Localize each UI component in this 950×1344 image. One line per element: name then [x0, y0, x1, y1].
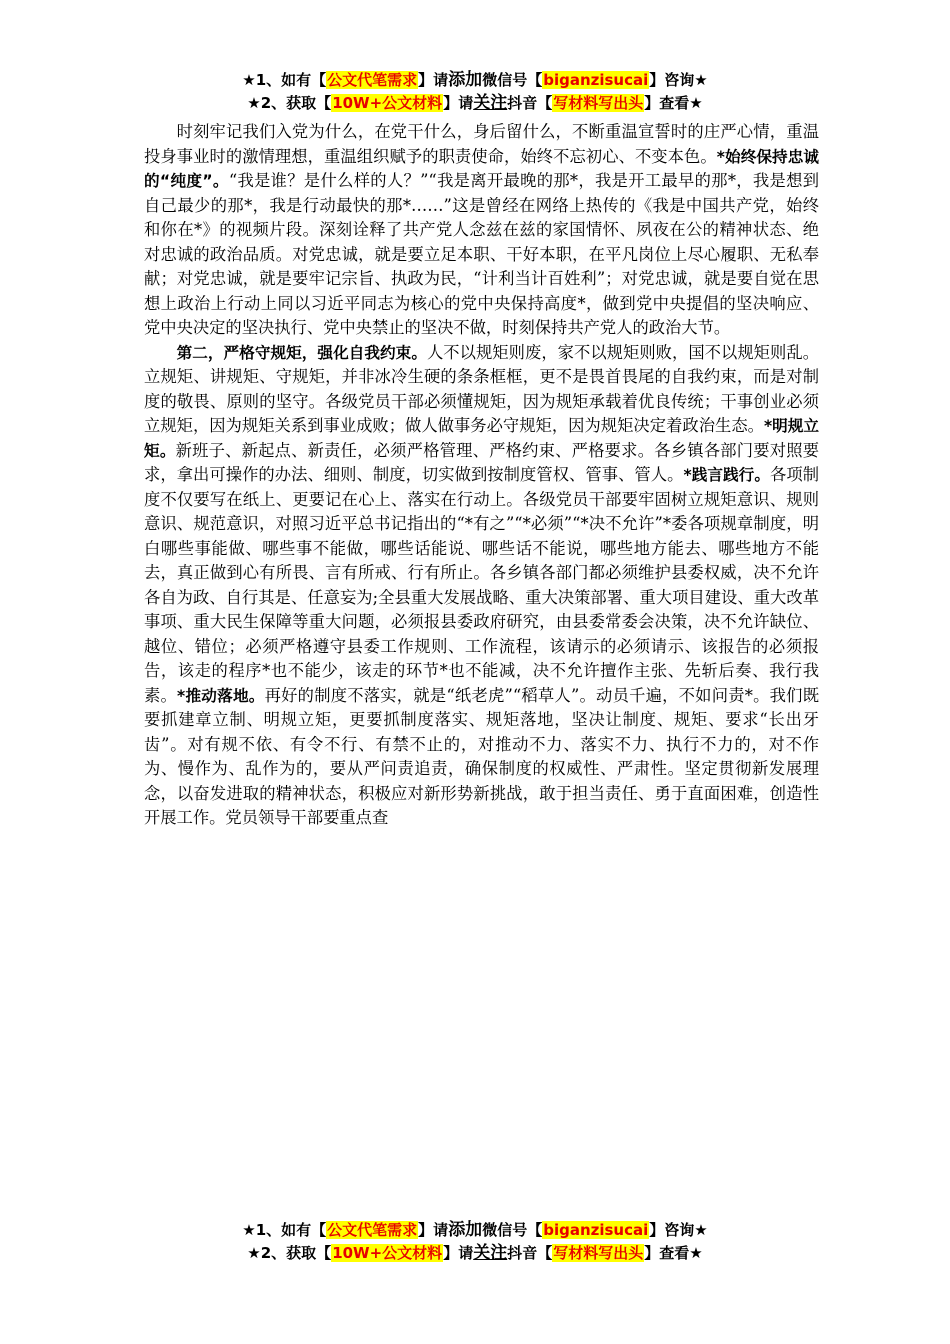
- banner-text: ★2、获取【: [247, 1244, 332, 1262]
- banner-text: 抖音【: [507, 1244, 553, 1262]
- paragraph-text: 时刻牢记我们入党为什么，在党干什么，身后留什么，不断重温宣誓时的庄严心情，重温投身事业时的激情理想，重温组织赋予的职责使命，始终不忘初心、不变本色。: [144, 122, 819, 166]
- banner-text: 】咨询★: [649, 1221, 708, 1239]
- banner-text: ★2、获取【: [247, 94, 332, 112]
- banner-emphasis: 关注: [473, 93, 508, 113]
- banner-text: 微信号【: [482, 71, 543, 89]
- banner-text: 】请: [443, 1244, 474, 1262]
- paragraph-text: 人不以规矩则废，家不以规矩则败，国不以规矩则乱。立规矩、讲规矩、守规矩，并非冰冷生硬的条条框框，更不是畏首畏尾的自我约束，而是对制度的敬畏、原则的坚守。各级党员干部必须懂规矩，因为规矩承载着优良传统；干事创业必须立规矩，因为规矩关系到事业成败；做人做事务必守规矩，因为规矩决定着政治生态。: [144, 342, 819, 435]
- highlight-wechat-id: biganzisucai: [543, 71, 649, 89]
- banner-line-1: [0, 69, 950, 92]
- highlight-materials: 10W+公文材料: [332, 1244, 443, 1262]
- paragraph-text: 各项制度不仅要写在纸上、更要记在心上、落实在行动上。各级党员干部要牢固树立规矩意识、规则意识、规范意识，对照习近平总书记指出的“*有之”“*必须”“*决不允许”*委各项规章制度，明白哪些事能做、哪些事不能做，哪些话能说、哪些话不能说，哪些地方能去、哪些地方不能去，真正做到心有所畏、言有所戒、行有所止。各乡镇各部门都必须维护县委权威，决不允许各自为政、自行其是、任意妄为;全县重大发展战略、重大决策部署、重大项目建设、重大改革事项、重大民生保障等重大问题，必须报县委政府研究，由县委常委会决策，决不允许缺位、越位、错位；必须严格遵守县委工作规则、工作流程，该请示的必须请示、该报告的必须报告，该走的程序*也不能少，该走的环节*也不能减，决不允许擅作主张、先斩后奏、我行我素。: [144, 465, 819, 705]
- bold-heading: *推动落地。: [177, 686, 265, 705]
- bold-heading: *始终保持忠诚的“纯度”。: [144, 147, 819, 190]
- banner-text: ★1、如有【: [242, 71, 327, 89]
- paragraph-text: “我是谁？是什么样的人？”“我是离开最晚的那*，我是开工最早的那*，我是想到自己最少的那*，我是行动最快的那*……”这是曾经在网络上热传的《我是中国共产党，始终和你在*》的视频片段。深刻诠释了共产党人念兹在兹的家国情怀、夙夜在公的精神状态、绝对忠诚的政治品质。对党忠诚，就是要立足本职、干好本职，在平凡岗位上尽心履职、无私奉献；对党忠诚，就是要牢记宗旨、执政为民，“计利当计百姓利”；对党忠诚，就是要自觉在思想上政治上行动上同以习近平同志为核心的党中央保持高度*，做到党中央提倡的坚决响应、党中央决定的坚决执行、党中央禁止的坚决不做，时刻保持共产党人的政治大节。: [144, 171, 819, 337]
- banner-text: ★1、如有【: [242, 1221, 327, 1239]
- banner-text: 】咨询★: [649, 71, 708, 89]
- highlight-wechat-id: biganzisucai: [543, 1221, 649, 1239]
- banner-text: 抖音【: [507, 94, 553, 112]
- footer-banner: [0, 1219, 950, 1265]
- bold-heading: *践言践行。: [683, 466, 771, 484]
- banner-text: 】查看★: [644, 94, 703, 112]
- banner-text: 】请: [418, 71, 449, 89]
- section-heading: 第二，严格守规矩，强化自我约束。: [176, 343, 427, 362]
- highlight-douyin-account: 写材料写出头: [553, 94, 644, 112]
- highlight-douyin-account: 写材料写出头: [553, 1244, 644, 1262]
- banner-text: 】请: [443, 94, 474, 112]
- banner-emphasis: 添加: [448, 70, 483, 90]
- banner-emphasis: 关注: [473, 1243, 508, 1263]
- banner-emphasis: 添加: [448, 1220, 483, 1240]
- highlight-service: 公文代笔需求: [327, 1221, 418, 1239]
- banner-line-2: [0, 1242, 950, 1265]
- paragraph-rules: [144, 341, 819, 831]
- bold-heading: *明规立矩。: [144, 417, 819, 460]
- banner-text: 微信号【: [482, 1221, 543, 1239]
- banner-line-2: [0, 92, 950, 115]
- highlight-materials: 10W+公文材料: [332, 94, 443, 112]
- body-text: [144, 120, 819, 831]
- banner-text: 】查看★: [644, 1244, 703, 1262]
- banner-text: 】请: [418, 1221, 449, 1239]
- paragraph-loyalty: [144, 120, 819, 341]
- paragraph-text: 再好的制度不落实，就是“纸老虎”“稻草人”。动员千遍，不如问责*。我们既要抓建章立制、明规立矩，更要抓制度落实、规矩落地，坚决让制度、规矩、要求“长出牙齿”。对有规不依、有令不行、有禁不止的，对推动不力、落实不力、执行不力的，对不作为、慢作为、乱作为的，要从严问责追责，确保制度的权威性、严肃性。坚定贯彻新发展理念，以奋发进取的精神状态，积极应对新形势新挑战，敢于担当责任、勇于直面困难，创造性开展工作。党员领导干部要重点查: [144, 685, 819, 827]
- highlight-service: 公文代笔需求: [327, 71, 418, 89]
- banner-line-1: [0, 1219, 950, 1242]
- header-banner: [0, 69, 950, 115]
- paragraph-text: 新班子、新起点、新责任，必须严格管理、严格约束、严格要求。各乡镇各部门要对照要求，拿出可操作的办法、细则、制度，切实做到按制度管权、管事、管人。: [144, 440, 819, 484]
